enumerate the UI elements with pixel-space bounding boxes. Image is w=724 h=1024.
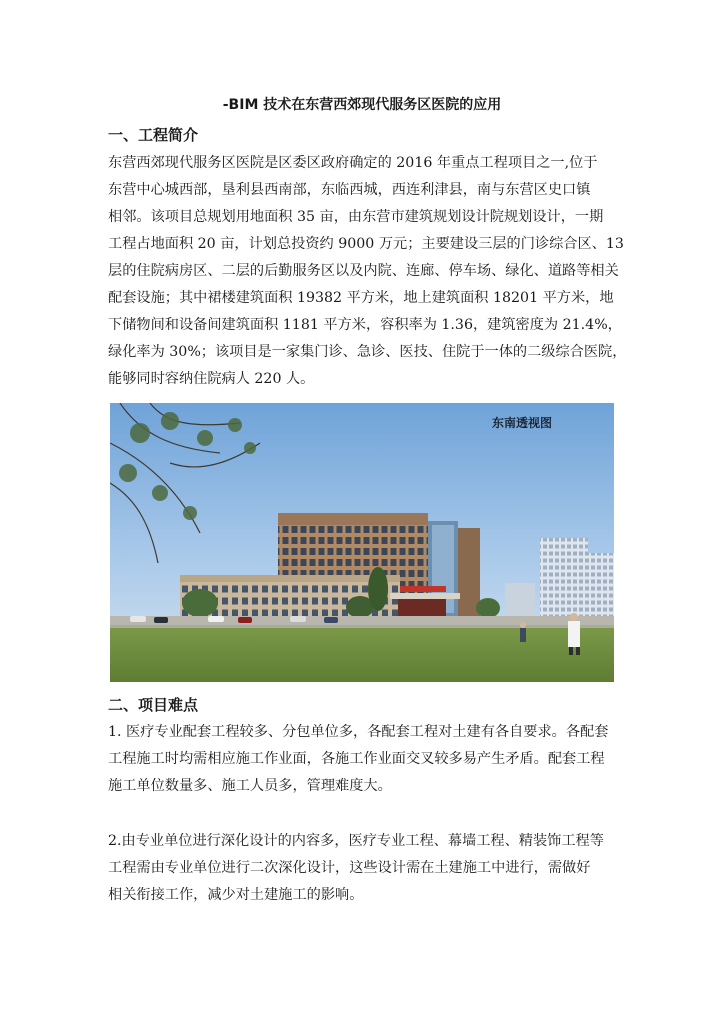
section-1-line: 工程占地面积 20 亩，计划总投资约 9000 万元；主要建设三层的门诊综合区、13: [108, 236, 624, 252]
section-2-para1-line: 施工单位数量多、施工人员多，管理难度大。: [108, 778, 392, 794]
section-1-line: 下储物间和设备间建筑面积 1181 平方米，容积率为 1.36，建筑密度为 21.4%，: [108, 317, 622, 333]
section-2-para1-line: 1. 医疗专业配套工程较多、分包单位多，各配套工程对土建有各自要求。各配套: [108, 724, 609, 740]
section-2-para2-line: 工程需由专业单位进行二次深化设计，这些设计需在土建施工中进行，需做好: [108, 860, 591, 876]
section-2-para2-line: 2.由专业单位进行深化设计的内容多，医疗专业工程、幕墙工程、精装饰工程等: [108, 833, 604, 849]
section-1-line: 相邻。该项目总规划用地面积 35 亩，由东营市建筑规划设计院规划设计，一期: [108, 209, 604, 225]
section-1-line: 能够同时容纳住院病人 220 人。: [108, 371, 315, 387]
section-1-line: 绿化率为 30%；该项目是一家集门诊、急诊、医技、住院于一体的二级综合医院，: [108, 344, 627, 360]
figure-caption: 东南透视图: [492, 416, 553, 430]
document-title: -BIM 技术在东营西郊现代服务区医院的应用: [222, 97, 502, 113]
section-2-para2-line: 相关衔接工作，减少对土建施工的影响。: [108, 887, 364, 903]
section-1-heading: 一、工程简介: [108, 126, 199, 144]
section-1-line: 东营中心城西部，垦利县西南部，东临西城，西连利津县，南与东营区史口镇: [108, 182, 591, 198]
section-1-line: 层的住院病房区、二层的后勤服务区以及内院、连廊、停车场、绿化、道路等相关: [108, 263, 619, 279]
section-2-para1-line: 工程施工时均需相应施工作业面，各施工作业面交叉较多易产生矛盾。配套工程: [108, 751, 605, 767]
section-2-heading: 二、项目难点: [108, 696, 199, 714]
section-1-line: 东营西郊现代服务区医院是区委区政府确定的 2016 年重点工程项目之一,位于: [108, 155, 598, 171]
section-1-line: 配套设施；其中裙楼建筑面积 19382 平方米，地上建筑面积 18201 平方米，地: [108, 290, 614, 306]
hospital-rendering-image: [110, 403, 614, 682]
